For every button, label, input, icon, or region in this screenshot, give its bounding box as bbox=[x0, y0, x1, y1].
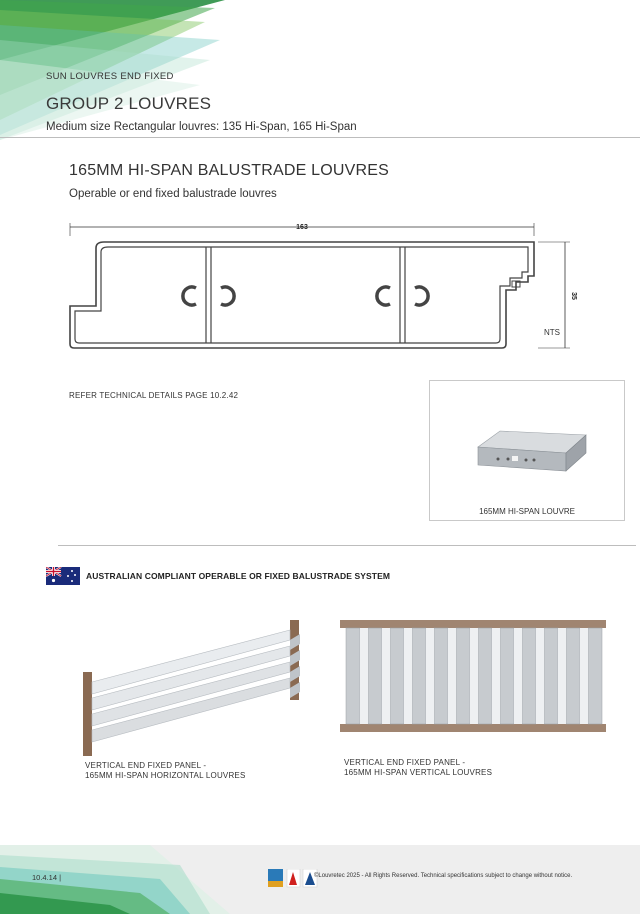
section-subtitle: Operable or end fixed balustrade louvres bbox=[69, 188, 277, 200]
page-number: 10.4.14 | bbox=[32, 873, 62, 882]
louvre-product-render bbox=[470, 425, 590, 485]
section-divider bbox=[58, 545, 636, 546]
horizontal-panel-caption-line1: VERTICAL END FIXED PANEL - bbox=[85, 761, 207, 770]
louvre-profile-drawing bbox=[60, 218, 640, 358]
vertical-louvre-panel-render bbox=[338, 618, 608, 743]
vertical-panel-caption-line2: 165MM HI-SPAN VERTICAL LOUVRES bbox=[344, 768, 493, 777]
header-category: SUN LOUVRES END FIXED bbox=[46, 71, 174, 82]
page-subtitle: Medium size Rectangular louvres: 135 Hi-Span, 165 Hi-Span bbox=[46, 121, 357, 133]
australian-flag-icon bbox=[46, 567, 80, 585]
width-dimension-label: 163 bbox=[296, 224, 308, 231]
vertical-panel-caption bbox=[344, 758, 492, 778]
horizontal-panel-caption-line2: 165MM HI-SPAN HORIZONTAL LOUVRES bbox=[85, 771, 246, 780]
section-title: 165MM HI-SPAN BALUSTRADE LOUVRES bbox=[69, 162, 389, 179]
horizontal-panel-caption bbox=[85, 761, 246, 781]
product-photo-caption: 165MM HI-SPAN LOUVRE bbox=[479, 507, 575, 516]
nts-label: NTS bbox=[544, 328, 560, 337]
compliance-label: AUSTRALIAN COMPLIANT OPERABLE OR FIXED BALUSTRADE SYSTEM bbox=[86, 571, 391, 581]
vertical-panel-caption-line1: VERTICAL END FIXED PANEL - bbox=[344, 758, 466, 767]
copyright-notice: ©Louvretec 2025 - All Rights Reserved. Technical specifications subject to change without notice. bbox=[314, 873, 573, 879]
footer-certification-icons bbox=[268, 869, 318, 889]
height-dimension-label: 35 bbox=[570, 292, 577, 300]
header-divider bbox=[0, 137, 640, 138]
page-title: GROUP 2 LOUVRES bbox=[46, 94, 212, 113]
page-number-text: 10.4.14 bbox=[32, 873, 58, 882]
horizontal-louvre-panel-render bbox=[78, 616, 308, 756]
header-decorative-band bbox=[0, 0, 230, 140]
refer-technical-details: REFER TECHNICAL DETAILS PAGE 10.2.42 bbox=[69, 391, 239, 400]
